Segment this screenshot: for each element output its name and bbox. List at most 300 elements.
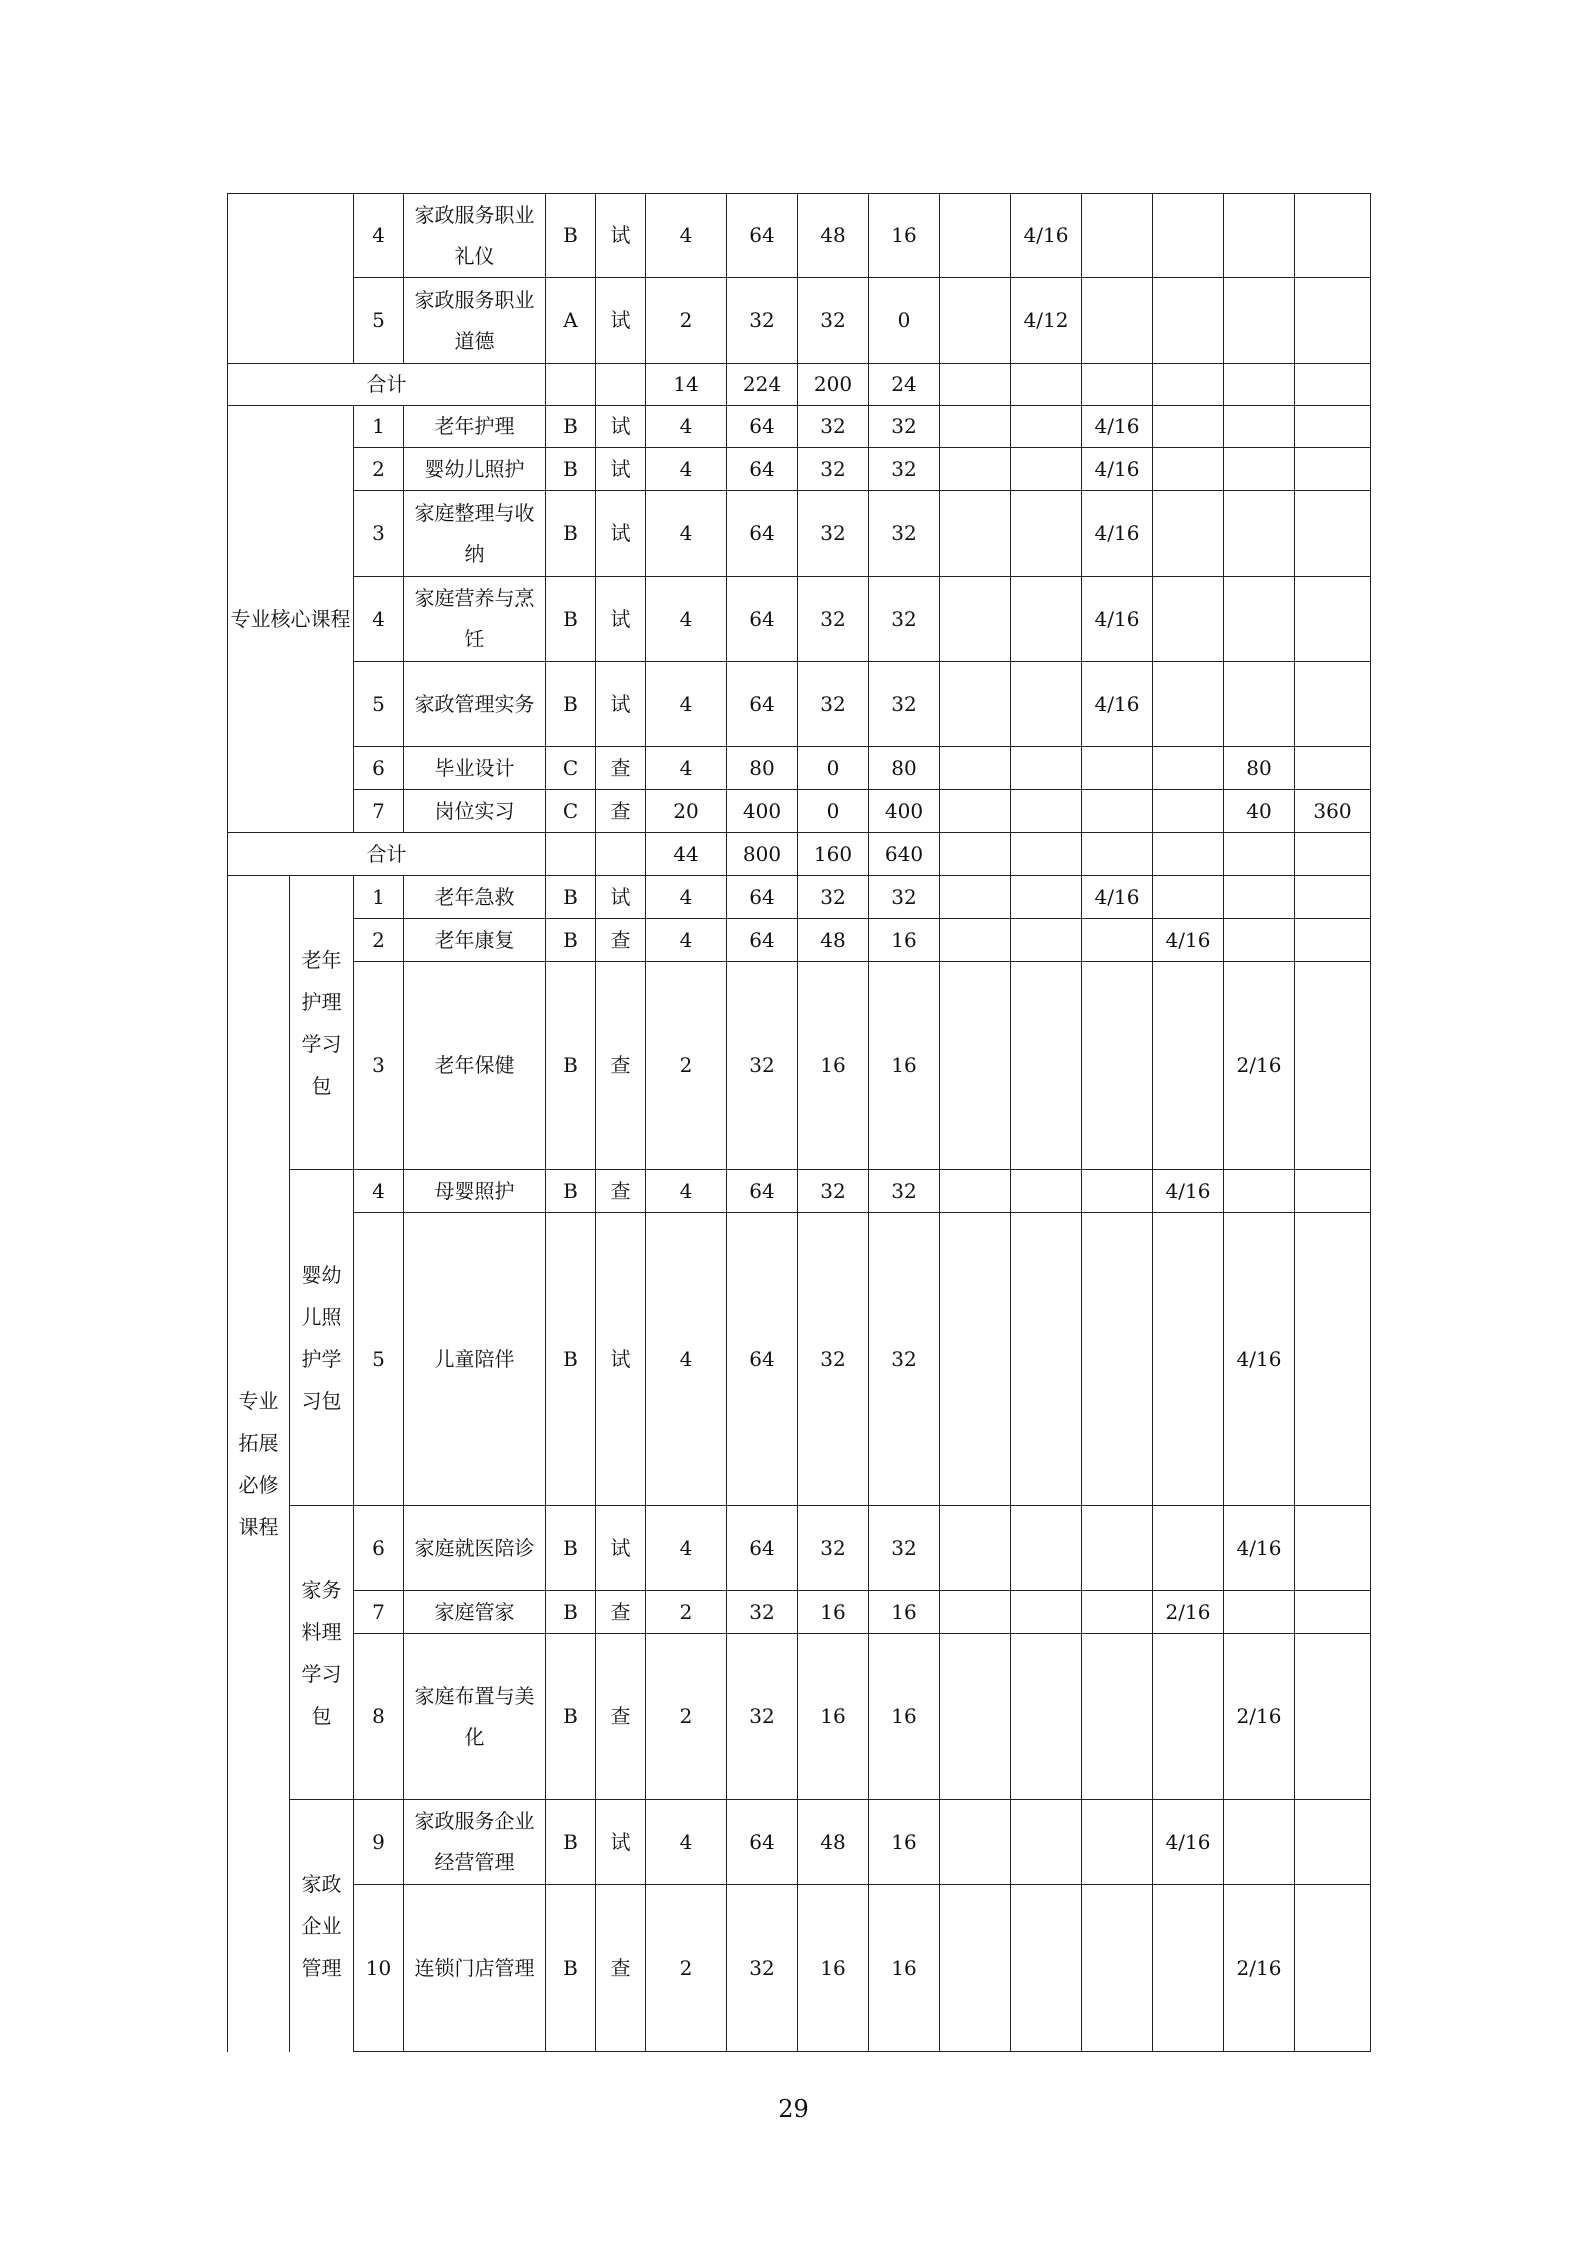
semester-5 [1224, 448, 1295, 491]
semester-3 [1082, 1170, 1153, 1213]
semester-4 [1153, 962, 1224, 1170]
semester-6 [1295, 278, 1371, 364]
table-row [228, 1634, 1371, 1800]
credit: 2 [646, 1885, 727, 2052]
credit-total: 44 [646, 833, 727, 876]
course-name: 家庭整理与收纳 [404, 491, 546, 577]
table-row [228, 1800, 1371, 1885]
table-row [228, 491, 1371, 577]
semester-6 [1295, 1591, 1371, 1634]
semester-2 [1011, 662, 1082, 747]
total-hours: 64 [727, 577, 798, 662]
practice-hours: 16 [869, 1800, 940, 1885]
exam-type: 试 [596, 662, 646, 747]
theory-hours: 48 [798, 194, 869, 278]
semester-6 [1295, 364, 1371, 406]
course-plan-table [227, 193, 1371, 2052]
semester-2 [1011, 1506, 1082, 1591]
semester-1 [940, 194, 1011, 278]
course-no: 6 [354, 1506, 404, 1591]
semester-4: 2/16 [1153, 1591, 1224, 1634]
course-type: B [546, 491, 596, 577]
semester-4 [1153, 747, 1224, 790]
theory-hours: 32 [798, 406, 869, 448]
practice-total: 24 [869, 364, 940, 406]
subtotal-row [228, 364, 1371, 406]
semester-6 [1295, 662, 1371, 747]
course-name: 岗位实习 [404, 790, 546, 833]
course-name: 家庭就医陪诊 [404, 1506, 546, 1591]
course-name: 家政服务职业道德 [404, 278, 546, 364]
course-no: 10 [354, 1885, 404, 2052]
theory-hours: 0 [798, 747, 869, 790]
category-cell [228, 194, 354, 364]
hours-total: 224 [727, 364, 798, 406]
table-row [228, 194, 1371, 278]
total-hours: 64 [727, 194, 798, 278]
course-name: 儿童陪伴 [404, 1213, 546, 1506]
semester-3 [1082, 1591, 1153, 1634]
total-hours: 32 [727, 1634, 798, 1800]
course-name: 家政管理实务 [404, 662, 546, 747]
semester-3 [1082, 194, 1153, 278]
credit: 4 [646, 662, 727, 747]
semester-3: 4/16 [1082, 662, 1153, 747]
total-hours: 64 [727, 1213, 798, 1506]
course-no: 4 [354, 194, 404, 278]
practice-hours: 32 [869, 448, 940, 491]
course-no: 1 [354, 876, 404, 919]
credit: 4 [646, 919, 727, 962]
table-row [228, 1591, 1371, 1634]
semester-3 [1082, 1213, 1153, 1506]
course-no: 8 [354, 1634, 404, 1800]
category-extension-courses: 专业拓展必修课程 [228, 876, 290, 2052]
exam-type: 查 [596, 790, 646, 833]
course-no: 4 [354, 1170, 404, 1213]
semester-6 [1295, 577, 1371, 662]
semester-1 [940, 364, 1011, 406]
exam-type: 试 [596, 491, 646, 577]
semester-1 [940, 747, 1011, 790]
semester-1 [940, 1634, 1011, 1800]
semester-5 [1224, 1591, 1295, 1634]
semester-5 [1224, 1170, 1295, 1213]
semester-1 [940, 278, 1011, 364]
credit: 4 [646, 577, 727, 662]
course-type: B [546, 1885, 596, 2052]
semester-2 [1011, 364, 1082, 406]
practice-hours: 16 [869, 1885, 940, 2052]
theory-hours: 16 [798, 1634, 869, 1800]
course-name: 母婴照护 [404, 1170, 546, 1213]
table-row [228, 577, 1371, 662]
semester-4 [1153, 790, 1224, 833]
semester-1 [940, 662, 1011, 747]
semester-3: 4/16 [1082, 406, 1153, 448]
page-number: 29 [778, 2095, 809, 2123]
semester-4 [1153, 1885, 1224, 2052]
semester-6 [1295, 1170, 1371, 1213]
course-no: 5 [354, 1213, 404, 1506]
table-row [228, 448, 1371, 491]
exam-type: 试 [596, 1506, 646, 1591]
total-hours: 32 [727, 1885, 798, 2052]
semester-1 [940, 406, 1011, 448]
category-core-courses: 专业核心课程 [228, 406, 354, 833]
course-name: 家政服务企业经营管理 [404, 1800, 546, 1885]
course-no: 1 [354, 406, 404, 448]
semester-3 [1082, 278, 1153, 364]
credit: 2 [646, 278, 727, 364]
semester-4 [1153, 662, 1224, 747]
semester-6 [1295, 876, 1371, 919]
table-row [228, 406, 1371, 448]
course-no: 2 [354, 919, 404, 962]
exam-type: 试 [596, 194, 646, 278]
semester-4 [1153, 1506, 1224, 1591]
credit: 20 [646, 790, 727, 833]
practice-hours: 32 [869, 1170, 940, 1213]
table-row [228, 747, 1371, 790]
practice-hours: 80 [869, 747, 940, 790]
semester-3 [1082, 364, 1153, 406]
course-type: C [546, 790, 596, 833]
semester-6 [1295, 194, 1371, 278]
semester-6 [1295, 1800, 1371, 1885]
semester-6 [1295, 747, 1371, 790]
course-type: B [546, 1634, 596, 1800]
course-no: 9 [354, 1800, 404, 1885]
theory-hours: 16 [798, 962, 869, 1170]
semester-2 [1011, 491, 1082, 577]
course-type: B [546, 1591, 596, 1634]
practice-hours: 16 [869, 1591, 940, 1634]
semester-6 [1295, 448, 1371, 491]
table-row [228, 790, 1371, 833]
exam-type: 试 [596, 406, 646, 448]
course-no: 4 [354, 577, 404, 662]
practice-hours: 32 [869, 876, 940, 919]
theory-total: 200 [798, 364, 869, 406]
total-hours: 80 [727, 747, 798, 790]
semester-2 [1011, 747, 1082, 790]
semester-2: 4/12 [1011, 278, 1082, 364]
semester-1 [940, 790, 1011, 833]
semester-2 [1011, 962, 1082, 1170]
course-name: 毕业设计 [404, 747, 546, 790]
exam-type: 试 [596, 1213, 646, 1506]
semester-5 [1224, 919, 1295, 962]
course-type: B [546, 1506, 596, 1591]
semester-2: 4/16 [1011, 194, 1082, 278]
semester-4: 4/16 [1153, 1170, 1224, 1213]
credit: 2 [646, 962, 727, 1170]
course-type: B [546, 448, 596, 491]
semester-2 [1011, 790, 1082, 833]
course-type: B [546, 406, 596, 448]
semester-6 [1295, 491, 1371, 577]
semester-5: 40 [1224, 790, 1295, 833]
exam-type: 试 [596, 278, 646, 364]
semester-6 [1295, 406, 1371, 448]
course-name: 家庭管家 [404, 1591, 546, 1634]
semester-5 [1224, 406, 1295, 448]
semester-1 [940, 1213, 1011, 1506]
semester-3 [1082, 833, 1153, 876]
practice-hours: 32 [869, 577, 940, 662]
semester-6: 360 [1295, 790, 1371, 833]
practice-hours: 32 [869, 1506, 940, 1591]
exam-type: 查 [596, 1634, 646, 1800]
semester-2 [1011, 919, 1082, 962]
course-type [546, 833, 596, 876]
theory-hours: 32 [798, 1213, 869, 1506]
credit: 2 [646, 1591, 727, 1634]
theory-hours: 32 [798, 577, 869, 662]
semester-4 [1153, 406, 1224, 448]
semester-1 [940, 1591, 1011, 1634]
total-hours: 32 [727, 278, 798, 364]
theory-hours: 32 [798, 1170, 869, 1213]
semester-3 [1082, 790, 1153, 833]
course-type: B [546, 1213, 596, 1506]
practice-hours: 0 [869, 278, 940, 364]
theory-hours: 32 [798, 278, 869, 364]
semester-4 [1153, 1213, 1224, 1506]
semester-5: 2/16 [1224, 1885, 1295, 2052]
semester-5 [1224, 278, 1295, 364]
exam-type: 查 [596, 962, 646, 1170]
practice-hours: 16 [869, 194, 940, 278]
total-hours: 64 [727, 448, 798, 491]
course-type: B [546, 577, 596, 662]
exam-type: 查 [596, 747, 646, 790]
semester-3 [1082, 919, 1153, 962]
semester-1 [940, 876, 1011, 919]
semester-4 [1153, 278, 1224, 364]
practice-hours: 32 [869, 662, 940, 747]
credit: 4 [646, 194, 727, 278]
theory-hours: 0 [798, 790, 869, 833]
course-name: 连锁门店管理 [404, 1885, 546, 2052]
semester-5: 4/16 [1224, 1506, 1295, 1591]
semester-5 [1224, 662, 1295, 747]
course-type: B [546, 662, 596, 747]
package-housekeeping: 家务料理学习包 [290, 1506, 354, 1800]
package-enterprise-management: 家政企业管理 [290, 1800, 354, 2052]
semester-3 [1082, 962, 1153, 1170]
semester-2 [1011, 406, 1082, 448]
semester-5 [1224, 876, 1295, 919]
exam-type: 查 [596, 1591, 646, 1634]
course-name: 老年康复 [404, 919, 546, 962]
semester-3 [1082, 1885, 1153, 2052]
semester-2 [1011, 1170, 1082, 1213]
theory-hours: 32 [798, 876, 869, 919]
semester-1 [940, 1885, 1011, 2052]
exam-type [596, 833, 646, 876]
credit: 4 [646, 491, 727, 577]
credit-total: 14 [646, 364, 727, 406]
total-hours: 32 [727, 1591, 798, 1634]
total-hours: 64 [727, 406, 798, 448]
semester-6 [1295, 1885, 1371, 2052]
semester-5 [1224, 194, 1295, 278]
semester-2 [1011, 1213, 1082, 1506]
semester-6 [1295, 919, 1371, 962]
semester-1 [940, 491, 1011, 577]
semester-6 [1295, 1506, 1371, 1591]
total-hours: 64 [727, 491, 798, 577]
practice-hours: 32 [869, 491, 940, 577]
course-type: B [546, 1170, 596, 1213]
table-row [228, 1885, 1371, 2052]
course-type: B [546, 876, 596, 919]
exam-type: 试 [596, 876, 646, 919]
semester-5 [1224, 364, 1295, 406]
hours-total: 800 [727, 833, 798, 876]
semester-1 [940, 577, 1011, 662]
semester-1 [940, 1800, 1011, 1885]
theory-hours: 16 [798, 1885, 869, 2052]
course-no: 5 [354, 278, 404, 364]
semester-1 [940, 448, 1011, 491]
semester-3: 4/16 [1082, 577, 1153, 662]
theory-hours: 16 [798, 1591, 869, 1634]
total-hours: 64 [727, 1170, 798, 1213]
course-name: 家庭布置与美化 [404, 1634, 546, 1800]
credit: 4 [646, 876, 727, 919]
subtotal-label: 合计 [228, 833, 546, 876]
semester-4 [1153, 491, 1224, 577]
semester-5: 4/16 [1224, 1213, 1295, 1506]
semester-5 [1224, 577, 1295, 662]
course-name: 老年急救 [404, 876, 546, 919]
course-no: 3 [354, 962, 404, 1170]
table-row [228, 876, 1371, 919]
semester-4 [1153, 833, 1224, 876]
semester-5 [1224, 491, 1295, 577]
semester-5 [1224, 1800, 1295, 1885]
semester-2 [1011, 1591, 1082, 1634]
theory-hours: 32 [798, 491, 869, 577]
credit: 4 [646, 1213, 727, 1506]
course-no: 2 [354, 448, 404, 491]
semester-5 [1224, 833, 1295, 876]
table-row [228, 1506, 1371, 1591]
credit: 4 [646, 1800, 727, 1885]
theory-hours: 32 [798, 662, 869, 747]
semester-3 [1082, 1634, 1153, 1800]
total-hours: 64 [727, 662, 798, 747]
course-name: 家庭营养与烹饪 [404, 577, 546, 662]
theory-hours: 32 [798, 1506, 869, 1591]
semester-1 [940, 962, 1011, 1170]
package-infant-care: 婴幼儿照护学习包 [290, 1170, 354, 1506]
exam-type: 查 [596, 919, 646, 962]
table-row [228, 962, 1371, 1170]
package-elder-care: 老年护理学习包 [290, 876, 354, 1170]
semester-2 [1011, 448, 1082, 491]
table-row [228, 662, 1371, 747]
semester-6 [1295, 1634, 1371, 1800]
semester-3: 4/16 [1082, 491, 1153, 577]
semester-3 [1082, 747, 1153, 790]
practice-total: 640 [869, 833, 940, 876]
semester-3 [1082, 1800, 1153, 1885]
semester-5: 2/16 [1224, 1634, 1295, 1800]
theory-total: 160 [798, 833, 869, 876]
course-type: B [546, 962, 596, 1170]
course-type [546, 364, 596, 406]
table-row [228, 919, 1371, 962]
subtotal-row [228, 833, 1371, 876]
exam-type: 试 [596, 448, 646, 491]
semester-1 [940, 919, 1011, 962]
total-hours: 64 [727, 1800, 798, 1885]
semester-2 [1011, 833, 1082, 876]
subtotal-label: 合计 [228, 364, 546, 406]
total-hours: 64 [727, 876, 798, 919]
semester-5: 80 [1224, 747, 1295, 790]
course-type: B [546, 194, 596, 278]
semester-4 [1153, 1634, 1224, 1800]
credit: 4 [646, 747, 727, 790]
course-type: A [546, 278, 596, 364]
semester-4: 4/16 [1153, 1800, 1224, 1885]
course-name: 老年保健 [404, 962, 546, 1170]
semester-4 [1153, 448, 1224, 491]
course-no: 6 [354, 747, 404, 790]
course-no: 7 [354, 1591, 404, 1634]
exam-type: 试 [596, 577, 646, 662]
course-type: B [546, 919, 596, 962]
exam-type: 查 [596, 1170, 646, 1213]
credit: 2 [646, 1634, 727, 1800]
semester-2 [1011, 1634, 1082, 1800]
semester-2 [1011, 577, 1082, 662]
semester-4 [1153, 194, 1224, 278]
semester-6 [1295, 833, 1371, 876]
course-type: C [546, 747, 596, 790]
semester-6 [1295, 1213, 1371, 1506]
credit: 4 [646, 1506, 727, 1591]
total-hours: 400 [727, 790, 798, 833]
credit: 4 [646, 1170, 727, 1213]
course-name: 婴幼儿照护 [404, 448, 546, 491]
course-no: 5 [354, 662, 404, 747]
total-hours: 64 [727, 919, 798, 962]
semester-1 [940, 833, 1011, 876]
theory-hours: 32 [798, 448, 869, 491]
credit: 4 [646, 406, 727, 448]
practice-hours: 16 [869, 1634, 940, 1800]
theory-hours: 48 [798, 919, 869, 962]
semester-5: 2/16 [1224, 962, 1295, 1170]
semester-4: 4/16 [1153, 919, 1224, 962]
course-name: 老年护理 [404, 406, 546, 448]
semester-3: 4/16 [1082, 876, 1153, 919]
semester-2 [1011, 876, 1082, 919]
course-no: 3 [354, 491, 404, 577]
semester-1 [940, 1170, 1011, 1213]
theory-hours: 48 [798, 1800, 869, 1885]
semester-2 [1011, 1800, 1082, 1885]
exam-type: 试 [596, 1800, 646, 1885]
total-hours: 64 [727, 1506, 798, 1591]
semester-6 [1295, 962, 1371, 1170]
